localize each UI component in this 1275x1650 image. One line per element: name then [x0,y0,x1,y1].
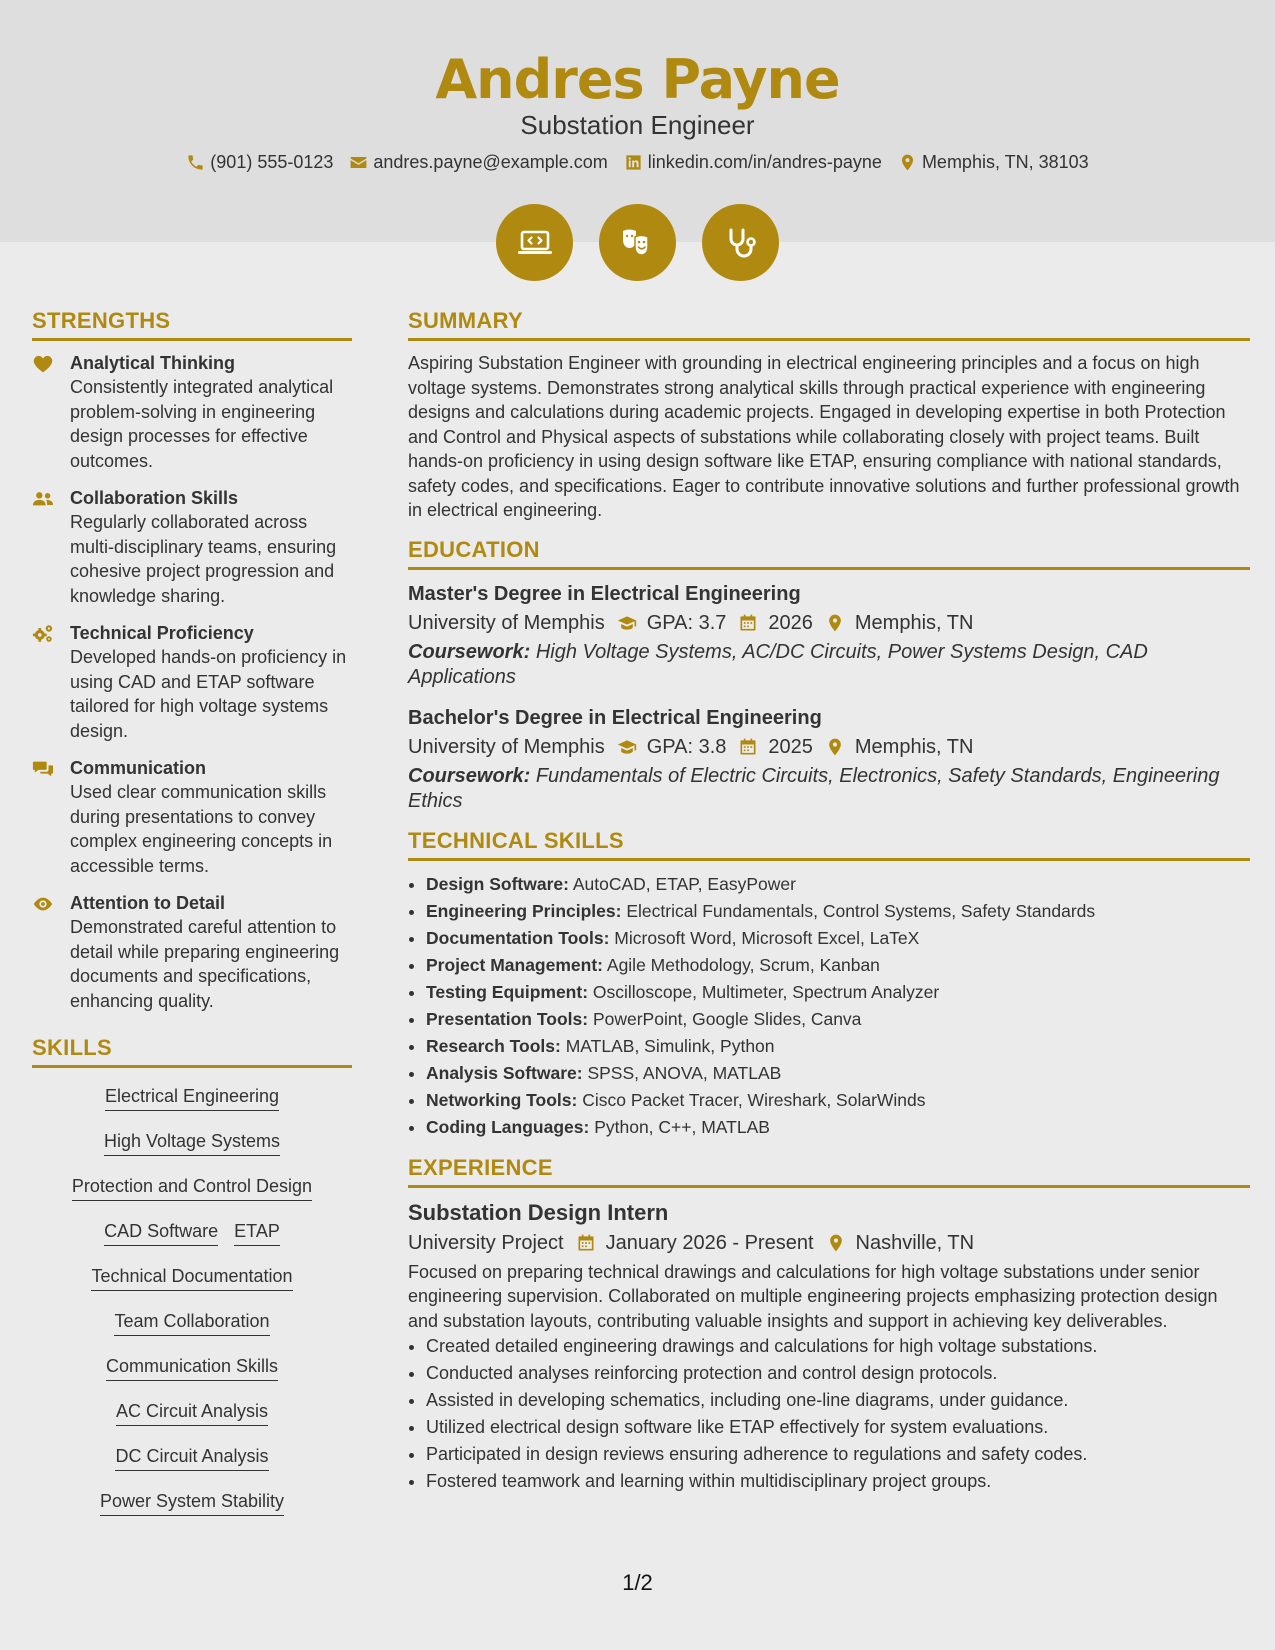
degree-title: Bachelor's Degree in Electrical Engineering [408,706,822,729]
experience-meta [408,1228,1250,1258]
skill-tag: High Voltage Systems [104,1129,280,1156]
coursework-label: Coursework: [408,640,531,663]
strength-item [32,621,352,743]
experience-heading: EXPERIENCE [408,1155,1250,1188]
contact-email[interactable] [349,152,607,173]
list-item [426,898,1250,925]
list-item: • Created detailed engineering drawings and calculations for high voltage substations. [426,1333,1250,1360]
right-column [408,308,1250,1495]
skill-label: Presentation Tools: [426,1008,589,1029]
skill-value: AutoCAD, ETAP, EasyPower [572,873,796,894]
coursework [408,764,1250,814]
list-item [426,1114,1250,1141]
list-item [426,979,1250,1006]
strength-item [32,891,352,1013]
map-pin-icon [825,737,845,757]
skill-value: MATLAB, Simulink, Python [565,1035,775,1056]
summary-heading: SUMMARY [408,308,1250,341]
skill-label: Analysis Software: [426,1062,583,1083]
graduation-cap-icon [617,737,637,757]
skill-label: Design Software: [426,873,569,894]
strengths-heading: STRENGTHS [32,308,352,341]
graduation-cap-icon [617,613,637,633]
email-text: andres.payne@example.com [373,152,608,172]
skill-value: Electrical Fundamentals, Control Systems, Safety Standards [626,900,1096,921]
education-meta [408,608,1250,638]
skill-value: Microsoft Word, Microsoft Excel, LaTeX [614,927,920,948]
skill-tag: Team Collaboration [114,1309,269,1336]
contact-phone[interactable] [186,152,333,173]
calendar-icon [738,613,758,633]
list-item [426,1060,1250,1087]
list-item [426,1006,1250,1033]
contact-location [898,152,1089,173]
skill-tag: DC Circuit Analysis [115,1444,268,1471]
skill-label: Coding Languages: [426,1116,590,1137]
phone-text: (901) 555-0123 [210,152,334,172]
date-range: January 2026 - Present [605,1231,814,1254]
stethoscope-badge [702,204,779,281]
school-name: University of Memphis [408,611,605,634]
comments-icon [32,758,54,780]
skill-label: Networking Tools: [426,1089,578,1110]
gpa: GPA: 3.7 [646,611,727,634]
strength-desc: Demonstrated careful attention to detail while preparing engineering documents and specifications, enhancing quality. [70,917,340,1011]
skill-tag: Electrical Engineering [105,1084,279,1111]
badge-row [0,204,1275,281]
skill-label: Engineering Principles: [426,900,622,921]
experience-description: Focused on preparing technical drawings and calculations for high voltage substations under senior engineering supervision. Collaborated on multiple engineering projects emphasizing protection design and substation layouts, contributing valuable insights and support in achieving key deliverables. [408,1261,1218,1331]
job-role: Substation Design Intern [408,1199,669,1225]
skill-tag: Power System Stability [100,1489,284,1516]
list-item: • Fostered teamwork and learning within multidisciplinary project groups. [426,1468,1250,1495]
strength-desc: Consistently integrated analytical problem-solving in engineering design processes for effective outcomes. [70,377,334,471]
list-item [426,871,1250,898]
strength-title: Communication [70,758,207,778]
list-item [426,1033,1250,1060]
education-meta [408,732,1250,762]
skill-label: Documentation Tools: [426,927,610,948]
job-title: Substation Engineer [520,110,755,140]
strength-item [32,756,352,878]
school-location: Memphis, TN [854,735,974,758]
theater-masks-icon [618,223,658,263]
heart-icon [32,353,54,375]
linkedin-text: linkedin.com/in/andres-payne [647,152,882,172]
coursework-text: High Voltage Systems, AC/DC Circuits, Power Systems Design, CAD Applications [408,640,1148,688]
skill-label: Testing Equipment: [426,981,589,1002]
list-item: • Assisted in developing schematics, including one-line diagrams, under guidance. [426,1387,1250,1414]
education-item [408,704,1250,814]
laptop-code-badge [496,204,573,281]
gears-icon [32,623,54,645]
technical-skills-section [408,828,1250,1141]
experience-section [408,1155,1250,1496]
summary-text: Aspiring Substation Engineer with grounding in electrical engineering principles and a focus on high voltage systems. Demonstrates strong analytical skills through practical experience with engineering designs and calculations during academic projects. Engaged in developing expertise in both Protection and Control and Physical aspects of substations while collaborating closely with project teams. Built hands-on proficiency in using design software like ETAP, ensuring compliance with national standards, safety codes, and specifications. Eager to contribute innovative solutions and further professional growth in electrical engineering. [408,353,1240,520]
strength-title: Technical Proficiency [70,623,254,643]
users-icon [32,488,54,510]
skill-value: Agile Methodology, Scrum, Kanban [606,954,880,975]
laptop-code-icon [515,223,555,263]
calendar-icon [576,1233,596,1253]
left-column [32,308,352,1534]
skill-value: PowerPoint, Google Slides, Canva [592,1008,862,1029]
coursework-text: Fundamentals of Electric Circuits, Electronics, Safety Standards, Engineering Ethics [408,764,1220,812]
education-item [408,580,1250,690]
experience-bullets [408,1333,1250,1495]
education-heading: EDUCATION [408,537,1250,570]
candidate-name: Andres Payne [435,48,840,111]
technical-skills-list [408,871,1250,1141]
linkedin-icon [624,153,643,172]
skill-tag: CAD Software [104,1219,218,1246]
phone-icon [186,153,205,172]
map-pin-icon [825,613,845,633]
coursework [408,640,1250,690]
list-item [426,952,1250,979]
strength-item [32,486,352,608]
skill-tag: AC Circuit Analysis [116,1399,268,1426]
page-number: 1/2 [622,1570,653,1595]
skills-heading: SKILLS [32,1035,352,1068]
list-item [426,925,1250,952]
strength-desc: Used clear communication skills during presentations to convey complex engineering concepts in accessible terms. [70,782,333,876]
skill-tag: ETAP [234,1219,280,1246]
job-location: Nashville, TN [855,1231,975,1254]
strength-title: Attention to Detail [70,893,225,913]
school-name: University of Memphis [408,735,605,758]
coursework-label: Coursework: [408,764,531,787]
contact-linkedin[interactable] [624,152,882,173]
organization: University Project [408,1231,564,1254]
list-item: • Participated in design reviews ensuring adherence to regulations and safety codes. [426,1441,1250,1468]
contact-bar [0,152,1275,173]
skill-tag: Protection and Control Design [72,1174,312,1201]
skill-value: Cisco Packet Tracer, Wireshark, SolarWinds [582,1089,926,1110]
list-item: • Utilized electrical design software like ETAP effectively for system evaluations. [426,1414,1250,1441]
strength-desc: Regularly collaborated across multi-disciplinary teams, ensuring cohesive project progression and knowledge sharing. [70,512,337,606]
strength-item [32,351,352,473]
school-location: Memphis, TN [854,611,974,634]
envelope-icon [349,153,368,172]
grad-year: 2026 [768,611,813,634]
calendar-icon [738,737,758,757]
skill-value: Oscilloscope, Multimeter, Spectrum Analyzer [592,981,940,1002]
grad-year: 2025 [768,735,813,758]
degree-title: Master's Degree in Electrical Engineering [408,582,801,605]
skills-list [32,1084,352,1534]
skill-label: Research Tools: [426,1035,561,1056]
skill-tag: Communication Skills [106,1354,278,1381]
list-item [426,1087,1250,1114]
theater-masks-badge [599,204,676,281]
location-text: Memphis, TN, 38103 [921,152,1089,172]
list-item: • Conducted analyses reinforcing protection and control design protocols. [426,1360,1250,1387]
strength-desc: Developed hands-on proficiency in using CAD and ETAP software tailored for high voltage systems design. [70,647,347,741]
map-pin-icon [898,153,917,172]
eye-icon [32,893,54,915]
skill-tag: Technical Documentation [91,1264,292,1291]
technical-skills-heading: TECHNICAL SKILLS [408,828,1250,861]
strength-title: Analytical Thinking [70,353,236,373]
skill-label: Project Management: [426,954,603,975]
strength-title: Collaboration Skills [70,488,239,508]
skill-value: SPSS, ANOVA, MATLAB [587,1062,782,1083]
skill-value: Python, C++, MATLAB [594,1116,770,1137]
map-pin-icon [826,1233,846,1253]
stethoscope-icon [721,223,761,263]
gpa: GPA: 3.8 [646,735,727,758]
